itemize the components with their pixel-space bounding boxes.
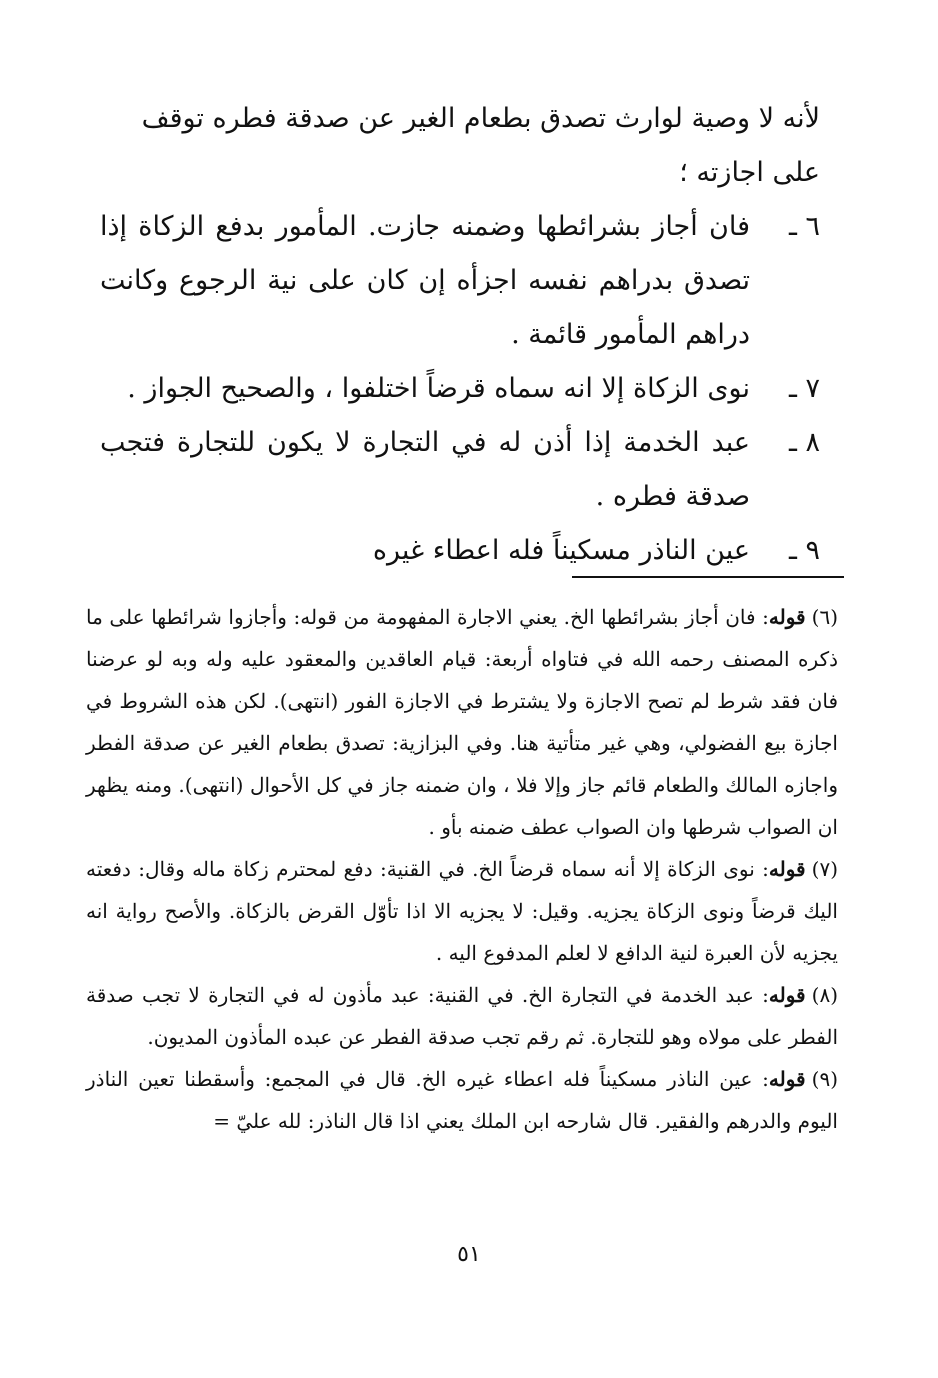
intro-line-1: لأنه لا وصية لوارث تصدق بطعام الغير عن صدقة فطره توقف bbox=[141, 103, 820, 134]
item-number: ٩ ـ bbox=[788, 535, 820, 566]
item-number: ٨ ـ bbox=[788, 427, 820, 458]
intro-line-2: على اجازته ؛ bbox=[679, 157, 820, 188]
footnote-text: : عبد الخدمة في التجارة الخ. في القنية: عبد مأذون له في التجارة لا تجب صدقة الفطر على مولاه وهو للتجارة. ثم رقم تجب صدقة الفطر عن عبده المأذون المديون. bbox=[86, 983, 838, 1049]
footnotes bbox=[86, 596, 838, 1142]
footnote bbox=[86, 848, 838, 974]
item-text: عبد الخدمة إذا أذن له في التجارة لا يكون للتجارة فتجب صدقة فطره . bbox=[100, 427, 750, 512]
footnote-marker: (٩) bbox=[811, 1067, 838, 1091]
footnote-text: : نوى الزكاة إلا أنه سماه قرضاً الخ. في القنية: دفع لمحترم زكاة ماله وقال: دفعته اليك قرضاً ونوى الزكاة يجزيه. وقيل: لا يجزيه الا اذا تأوّل القرض بالزكاة. والأصح رواية انه يجزيه لأن العبرة لنية الدافع لا لعلم المدفوع اليه . bbox=[86, 857, 838, 965]
list-item bbox=[100, 416, 820, 524]
footnote-lead: قوله bbox=[768, 857, 806, 881]
footnote-marker: (٧) bbox=[811, 857, 838, 881]
footnote bbox=[86, 1058, 838, 1142]
page-number: ٥١ bbox=[457, 1242, 481, 1267]
list-item bbox=[100, 200, 820, 362]
footnote bbox=[86, 974, 838, 1058]
footnote-marker: (٨) bbox=[811, 983, 838, 1007]
footnote-marker: (٦) bbox=[811, 605, 838, 629]
item-text: عين الناذر مسكيناً فله اعطاء غيره bbox=[372, 535, 750, 566]
footnote-lead: قوله bbox=[768, 1067, 806, 1091]
footnote-text: : عين الناذر مسكيناً فله اعطاء غيره الخ. قال في المجمع: وأسقطنا تعين الناذر اليوم والدرهم والفقير. قال شارحه ابن الملك يعني اذا قال الناذر: لله عليّ = bbox=[86, 1067, 838, 1133]
footnote-separator bbox=[572, 576, 844, 578]
footnote-lead: قوله bbox=[768, 983, 806, 1007]
footnote-lead: قوله bbox=[768, 605, 806, 629]
item-text: فان أجاز بشرائطها وضمنه جازت. المأمور بدفع الزكاة إذا تصدق بدراهم نفسه اجزأه إن كان على نية الرجوع وكانت دراهم المأمور قائمة . bbox=[100, 211, 750, 350]
item-text: نوى الزكاة إلا انه سماه قرضاً اختلفوا ، والصحيح الجواز . bbox=[127, 373, 750, 404]
list-item bbox=[100, 524, 820, 578]
list-item bbox=[100, 362, 820, 416]
footnote-text: : فان أجاز بشرائطها الخ. يعني الاجارة المفهومة من قوله: وأجازوا شرائطها على ما ذكره المصنف رحمه الله في فتاواه أربعة: قيام العاقدين والمعقود عليه وله وبه لو عرضنا فان فقد شرط لم تصح الاجازة ولا يشترط في الاجازة الفور (انتهى). لكن هذه الشروط في اجازة بيع الفضولي، وهي غير متأتية هنا. وفي البزازية: تصدق بطعام الغير عن صدقة الفطر واجازه المالك والطعام قائم جاز وإلا فلا ، وان ضمنه جاز في كل الأحوال (انتهى). ومنه يظهر ان الصواب شرطها وان الصواب عطف ضمنه بأو . bbox=[86, 605, 838, 839]
main-text bbox=[100, 92, 820, 578]
footnote bbox=[86, 596, 838, 848]
item-number: ٦ ـ bbox=[788, 211, 820, 242]
item-number: ٧ ـ bbox=[788, 373, 820, 404]
